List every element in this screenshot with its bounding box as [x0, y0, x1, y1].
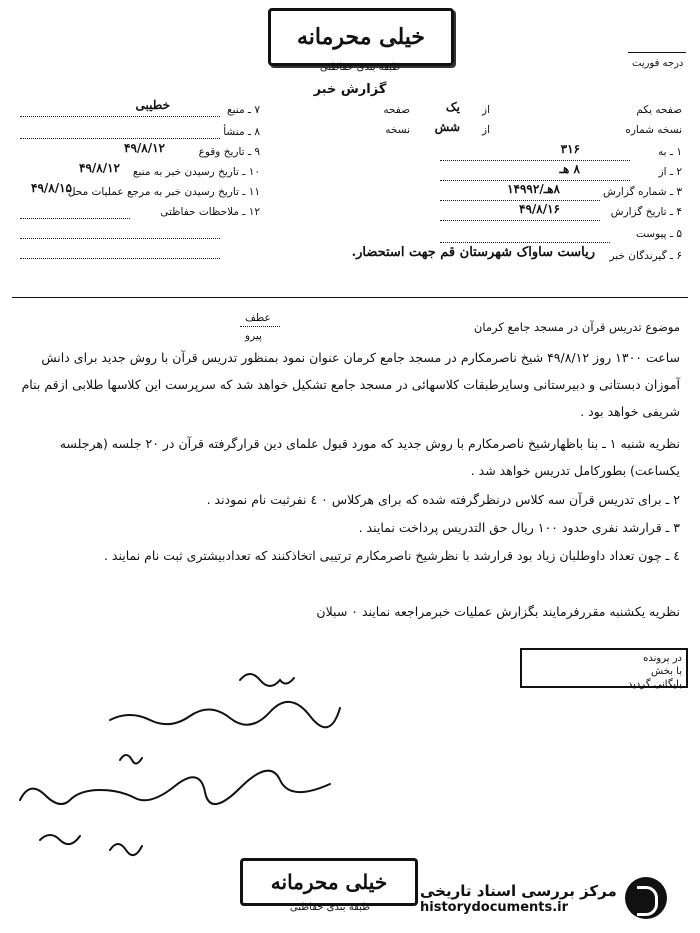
header-separator — [12, 297, 688, 298]
field-security-notes-label: ۱۲ ـ ملاحظات حفاظتی — [160, 206, 260, 218]
reference-peiro: پیرو — [245, 330, 262, 342]
body-paragraph-2: نظریه شنبه ۱ ـ بنا باظهارشیخ ناصرمکارم با روش جدید که مورد قبول علمای دین قرارگرفته قرآن در ۲۰ جلسه (هرجلسه یکساعت) بطورکامل تدریس خواهد شد . — [59, 436, 680, 478]
field-source-value: خطیبی — [135, 98, 170, 112]
field-receipt-source-label: ۱۰ ـ تاریخ رسیدن خبر به منبع — [132, 166, 260, 178]
body-paragraph-6: نظریه یکشنبه مقررفرمایند بگزارش عملیات خبرمراجعه نمایند ۰ سبلان — [316, 604, 680, 619]
field-report-number-value: ۸هـ/۱۴۹۹۲ — [507, 182, 560, 196]
field-from-value: ۸ هـ — [559, 162, 580, 176]
field-attachment-label: ۵ ـ پیوست — [635, 228, 682, 240]
reference-atf-line — [240, 326, 280, 327]
field-security-notes-line — [20, 218, 130, 219]
report-title: گزارش خبر — [313, 82, 387, 97]
priority-underline — [628, 52, 686, 53]
field-receipt-local-label: ۱۱ ـ تاریخ رسیدن خبر به مرجع عملیات محل — [67, 186, 260, 198]
field-page-prefix: از — [482, 104, 490, 116]
field-copy-prefix: از — [482, 124, 490, 136]
body-paragraph-1: ساعت ۱۳۰۰ روز ۴۹/۸/۱۲ شیخ ناصرمکارم در مسجد جامع کرمان عنوان نمود بمنظور تدریس قرآن با روش جدید برای دانش آموزان دبستانی و دبیرستانی وسایرطبقات کلاسهائی در مسجد جامع تشکیل خواهد شد که سرپرست این کلاسها طلابی ازقم بنام شریفی خواهد بود . — [21, 350, 680, 419]
field-source-line — [20, 116, 220, 117]
field-to-label: ۱ ـ به — [658, 146, 682, 158]
field-report-date-value: ۴۹/۸/۱۶ — [519, 202, 560, 216]
field-source-label: ۷ ـ منبع — [227, 104, 260, 116]
reference-atf: عطف — [245, 312, 271, 324]
field-to-value: ۳۱۶ — [560, 142, 580, 156]
field-page-lead: صفحه یکم — [636, 104, 682, 116]
field-event-date-label: ۹ ـ تاریخ وقوع — [198, 146, 260, 158]
field-copy-label: نسخه — [385, 124, 410, 136]
body-paragraph-3: ۲ ـ برای تدریس قرآن سه کلاس درنظرگرفته شده که برای هرکلاس ۰ ٤ نفرثبت نام نمودند . — [206, 492, 680, 507]
field-copy-lead: نسخه شماره — [625, 124, 682, 136]
field-from-label: ۲ ـ از — [658, 166, 682, 178]
classification-caption-top: طبقه بندی حفاظتی — [319, 62, 401, 73]
subject-line: موضوع تدریس قرآن در مسجد جامع کرمان — [473, 320, 680, 334]
handwritten-annotations — [0, 650, 700, 870]
watermark-logo-icon — [625, 877, 667, 919]
priority-label: درجه فوریت — [632, 58, 684, 69]
field-page-label: صفحه — [383, 104, 410, 116]
classification-stamp-bottom: خیلی محرمانه — [240, 858, 418, 906]
field-attachment-line — [440, 242, 610, 243]
field-receipt-local-value: ۴۹/۸/۱۵ — [31, 181, 72, 195]
field-from-line — [440, 180, 630, 181]
field-origin-label: ۸ ـ منشأ — [223, 126, 260, 138]
filing-stamp-line2: با بخش — [651, 666, 682, 677]
field-page-value: یک — [445, 100, 460, 114]
field-report-date-line — [440, 220, 600, 221]
filing-stamp-line1: در پرونده — [643, 653, 682, 664]
field-copy-value: شش — [434, 120, 460, 134]
field-event-date-value: ۴۹/۸/۱۲ — [124, 141, 165, 155]
body-paragraph-4: ۳ ـ قرارشد نفری حدود ۱۰۰ ریال حق التدریس پرداخت نمایند . — [358, 520, 680, 535]
field-report-number-line — [440, 200, 600, 201]
body-paragraph-5: ٤ ـ چون تعداد داوطلبان زیاد بود قرارشد با نظرشیخ ناصرمکارم ترتیبی اتخاذکنند که تعدادبیشتری ثبت نام نمایند . — [103, 548, 680, 563]
watermark-text — [420, 882, 617, 915]
field-report-number-label: ۳ ـ شماره گزارش — [603, 186, 682, 198]
field-blank-line-1 — [20, 238, 220, 239]
watermark-line1: مرکز بررسی اسناد تاریخی — [420, 881, 617, 900]
field-recipients-value: ریاست ساواک شهرستان قم جهت استحضار. — [351, 245, 595, 260]
watermark — [420, 870, 690, 926]
field-to-line — [440, 160, 630, 161]
field-origin-line — [20, 138, 220, 139]
filing-stamp-line3: بایگانی گردید — [627, 679, 682, 690]
field-receipt-source-value: ۴۹/۸/۱۲ — [79, 161, 120, 175]
classification-stamp-top: خیلی محرمانه — [268, 8, 454, 66]
field-report-date-label: ۴ ـ تاریخ گزارش — [610, 206, 682, 218]
classification-caption-bottom: طبقه بندی حفاظتی — [289, 902, 371, 913]
watermark-line2: historydocuments.ir — [420, 899, 569, 915]
field-blank-line-2 — [20, 258, 220, 259]
field-recipients-label: ۶ ـ گیرندگان خبر — [609, 250, 682, 262]
